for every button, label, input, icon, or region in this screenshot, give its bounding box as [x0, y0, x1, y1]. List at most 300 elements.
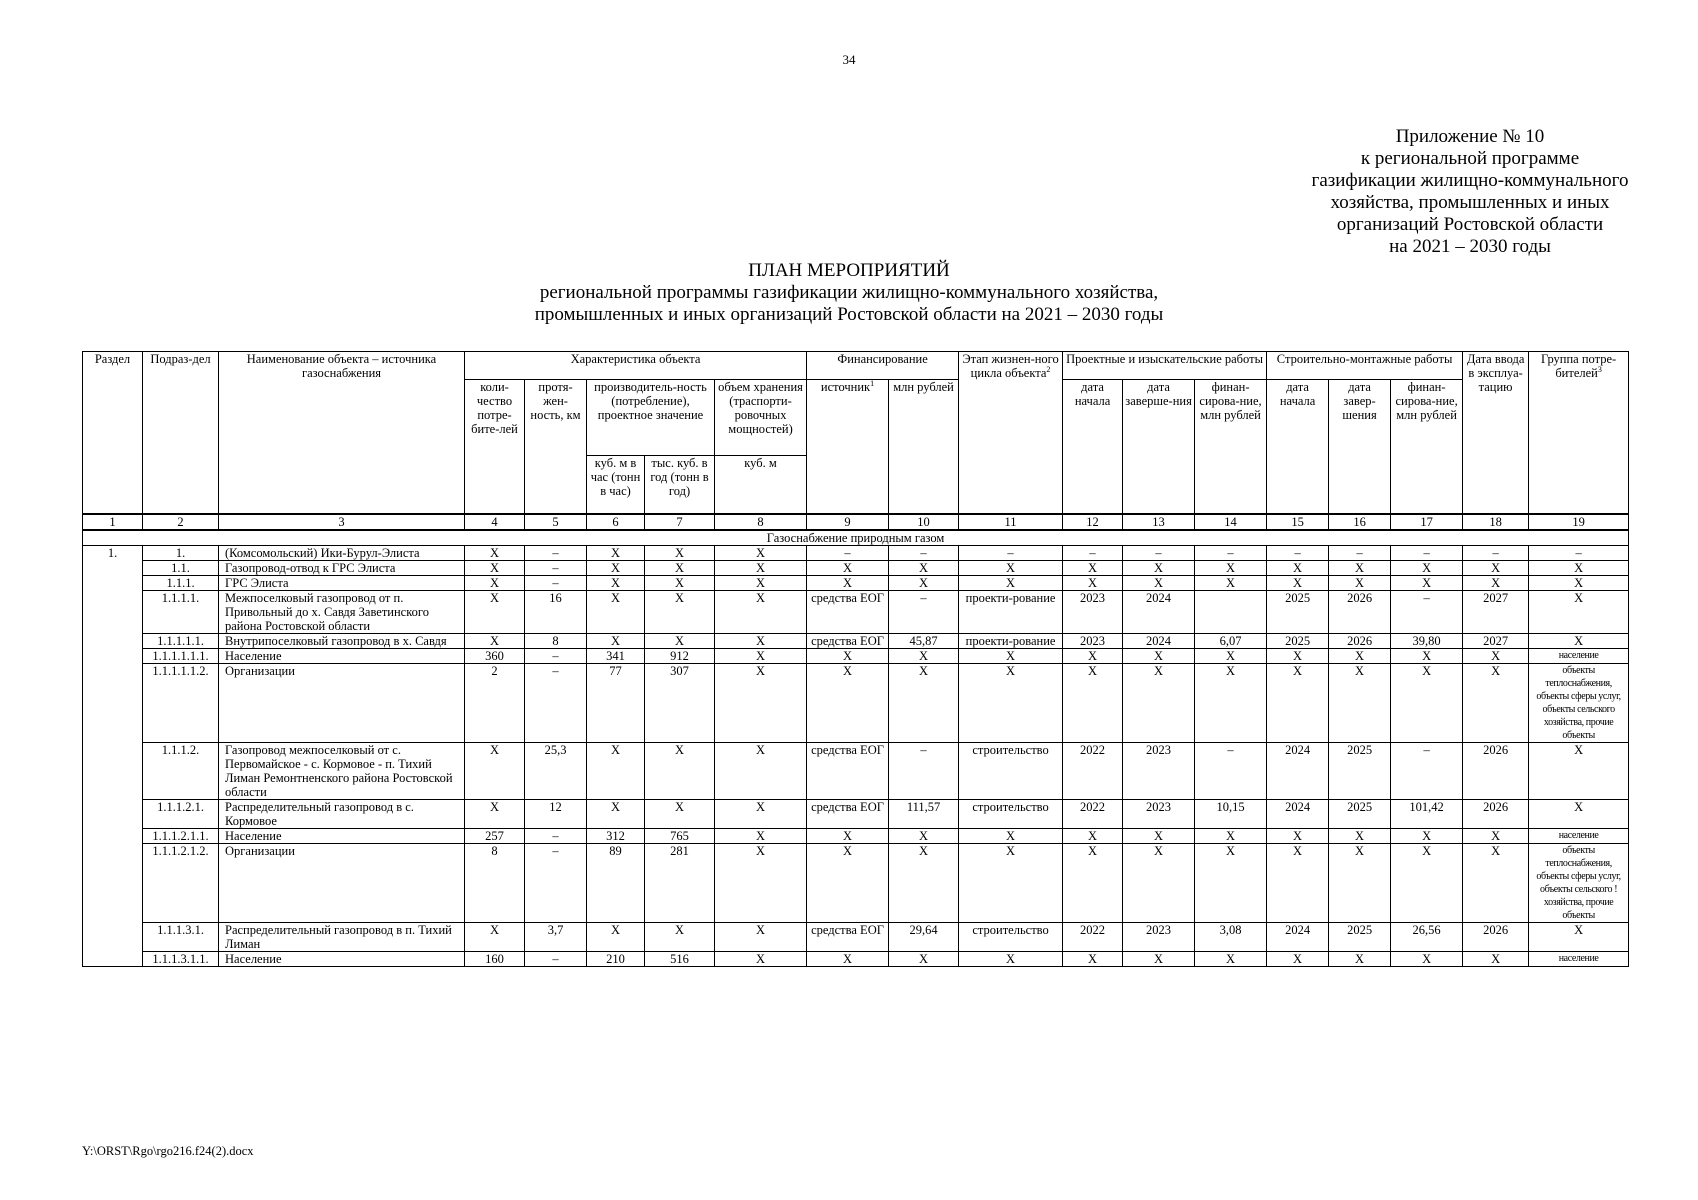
cell-value: 2023 [1063, 633, 1123, 648]
cell-value: 8 [465, 843, 525, 922]
cell-value: средства ЕОГ [807, 922, 889, 951]
cell-value: – [525, 951, 587, 966]
cell-value: 2024 [1123, 590, 1195, 633]
cell-code: 1.1.1.3.1.1. [143, 951, 219, 966]
header-etap-label: Этап жизнен-ного цикла объекта [962, 352, 1059, 380]
plan-title [0, 260, 1698, 326]
cell-code: 1.1.1.2.1.2. [143, 843, 219, 922]
cell-value: – [1529, 545, 1629, 560]
cell-value: X [1267, 951, 1329, 966]
cell-value: 2024 [1123, 633, 1195, 648]
header-proektnye: Проектные и изыскательские работы [1063, 352, 1267, 380]
cell-value: 16 [525, 590, 587, 633]
table-row [83, 575, 1629, 590]
cell-value: X [1267, 828, 1329, 843]
cell-value: 2022 [1063, 742, 1123, 799]
cell-value: 160 [465, 951, 525, 966]
cell-code: 1.1.1.1.1.1. [143, 648, 219, 663]
cell-value: X [645, 922, 715, 951]
header-data-zaversheniya-p: дата заверше-ния [1123, 380, 1195, 514]
appendix-line: хозяйства, промышленных и иных [1330, 192, 1610, 213]
cell-value: средства ЕОГ [807, 799, 889, 828]
cell-name: Газопровод межпоселковый от с. Первомайское - с. Кормовое - п. Тихий Лиман Ремонтненского района Ростовской области [219, 742, 465, 799]
plan-title-sub: региональной программы газификации жилищно-коммунального хозяйства, [539, 282, 1159, 303]
cell-value: X [1063, 663, 1123, 742]
cell-value: X [959, 648, 1063, 663]
cell-value: X [1195, 560, 1267, 575]
column-number: 3 [219, 514, 465, 530]
cell-value: X [1529, 560, 1629, 575]
page-number: 34 [842, 52, 856, 67]
cell-value: средства ЕОГ [807, 742, 889, 799]
cell-value: X [1391, 951, 1463, 966]
cell-value: X [1063, 828, 1123, 843]
header-razdel: Раздел [83, 352, 143, 514]
cell-value: X [1463, 648, 1529, 663]
header-istochnik [807, 380, 889, 514]
cell-value: X [1529, 742, 1629, 799]
table-row [83, 633, 1629, 648]
cell-value: – [525, 560, 587, 575]
cell-name: Внутрипоселковый газопровод в х. Савдя [219, 633, 465, 648]
cell-value: X [1123, 648, 1195, 663]
table-row [83, 742, 1629, 799]
header-istochnik-label: источник [820, 380, 871, 394]
cell-name: Организации [219, 843, 465, 922]
cell-value: X [715, 663, 807, 742]
cell-value: – [1063, 545, 1123, 560]
header-mln: млн рублей [889, 380, 959, 514]
header-stroitelnye: Строительно-монтажные работы [1267, 352, 1463, 380]
cell-value: X [1463, 843, 1529, 922]
table-header [83, 352, 1629, 530]
cell-value: X [1123, 951, 1195, 966]
header-name: Наименование объекта – источника газоснабжения [219, 352, 465, 514]
column-number: 15 [1267, 514, 1329, 530]
header-data-nachala-s: дата начала [1267, 380, 1329, 514]
cell-value: 2024 [1267, 922, 1329, 951]
cell-value: X [959, 575, 1063, 590]
header-data-zaversheniya-s: дата завер-шения [1329, 380, 1391, 514]
cell-code: 1.1.1.1. [143, 590, 219, 633]
cell-value: 341 [587, 648, 645, 663]
appendix-line: организаций Ростовской области [1336, 214, 1604, 235]
column-number: 9 [807, 514, 889, 530]
cell-value: 89 [587, 843, 645, 922]
cell-code: 1.1.1.3.1. [143, 922, 219, 951]
column-number: 6 [587, 514, 645, 530]
header-data-nachala-p: дата начала [1063, 380, 1123, 514]
cell-value: – [1267, 545, 1329, 560]
cell-value: X [1195, 575, 1267, 590]
cell-razdel: 1. [83, 545, 143, 966]
cell-value: X [645, 742, 715, 799]
cell-value: X [1123, 560, 1195, 575]
cell-code: 1. [143, 545, 219, 560]
cell-value: проекти-рование [959, 590, 1063, 633]
cell-value: X [645, 545, 715, 560]
cell-consumer-group: объекты теплоснабжения, объекты сферы услуг, объекты сельского !хозяйства, прочие объекты [1529, 843, 1629, 922]
cell-value: 2023 [1063, 590, 1123, 633]
cell-value: – [1463, 545, 1529, 560]
cell-value: X [1329, 843, 1391, 922]
cell-value: X [715, 828, 807, 843]
table-row [83, 922, 1629, 951]
cell-value: – [525, 663, 587, 742]
cell-value: X [1063, 843, 1123, 922]
cell-value: строительство [959, 799, 1063, 828]
cell-value: X [1123, 843, 1195, 922]
cell-value: 45,87 [889, 633, 959, 648]
column-number: 14 [1195, 514, 1267, 530]
cell-value: – [1195, 545, 1267, 560]
cell-value: X [1063, 648, 1123, 663]
cell-value: X [465, 799, 525, 828]
cell-value: X [465, 560, 525, 575]
cell-value: X [1329, 648, 1391, 663]
cell-value: – [1195, 742, 1267, 799]
column-number: 17 [1391, 514, 1463, 530]
footnote-mark: 2 [1046, 364, 1051, 374]
cell-value: X [807, 560, 889, 575]
cell-value: X [645, 590, 715, 633]
cell-value: X [1329, 828, 1391, 843]
column-number: 4 [465, 514, 525, 530]
cell-value: X [587, 633, 645, 648]
cell-value: X [1391, 575, 1463, 590]
cell-value: X [959, 951, 1063, 966]
header-podrazdel: Подраз-дел [143, 352, 219, 514]
cell-value: X [715, 560, 807, 575]
table-row [83, 560, 1629, 575]
cell-value: X [1391, 828, 1463, 843]
plan-title-main: ПЛАН МЕРОПРИЯТИЙ [748, 260, 950, 281]
cell-value: строительство [959, 922, 1063, 951]
cell-value: X [1123, 663, 1195, 742]
cell-value: X [889, 648, 959, 663]
cell-value: 2026 [1329, 633, 1391, 648]
header-finansirovanie-p: финан-сирова-ние, млн рублей [1195, 380, 1267, 514]
cell-value: X [1391, 560, 1463, 575]
cell-value: X [1195, 951, 1267, 966]
cell-value: X [645, 799, 715, 828]
cell-value: 257 [465, 828, 525, 843]
cell-value: 12 [525, 799, 587, 828]
cell-value: строительство [959, 742, 1063, 799]
cell-value: 516 [645, 951, 715, 966]
column-number: 2 [143, 514, 219, 530]
cell-value: X [587, 922, 645, 951]
cell-value: 765 [645, 828, 715, 843]
cell-value: 3,7 [525, 922, 587, 951]
column-number: 19 [1529, 514, 1629, 530]
cell-value: X [465, 590, 525, 633]
cell-value: X [587, 742, 645, 799]
cell-value: X [1267, 575, 1329, 590]
cell-value: 3,08 [1195, 922, 1267, 951]
cell-value: X [807, 828, 889, 843]
cell-name: (Комсомольский) Ики-Бурул-Элиста [219, 545, 465, 560]
cell-name: Организации [219, 663, 465, 742]
footnote-mark: 3 [1597, 364, 1602, 374]
cell-value: X [889, 951, 959, 966]
column-numbers-row [83, 514, 1629, 530]
cell-value: X [1195, 828, 1267, 843]
cell-value: X [1529, 799, 1629, 828]
cell-value: – [1329, 545, 1391, 560]
cell-value: – [525, 545, 587, 560]
cell-value: 2024 [1267, 799, 1329, 828]
appendix-line: на 2021 – 2030 годы [1389, 236, 1551, 257]
cell-value: 2022 [1063, 922, 1123, 951]
cell-value: X [715, 742, 807, 799]
cell-value: 2025 [1329, 922, 1391, 951]
column-number: 10 [889, 514, 959, 530]
cell-value: – [1391, 742, 1463, 799]
cell-value: – [889, 742, 959, 799]
cell-value: 2026 [1329, 590, 1391, 633]
cell-code: 1.1. [143, 560, 219, 575]
column-number: 11 [959, 514, 1063, 530]
cell-value: 2027 [1463, 633, 1529, 648]
cell-value: X [1267, 663, 1329, 742]
cell-value: X [1329, 560, 1391, 575]
header-kub-m: куб. м [715, 456, 807, 514]
table-row [83, 545, 1629, 560]
cell-value: – [889, 545, 959, 560]
cell-value: X [1329, 951, 1391, 966]
header-gruppa [1529, 352, 1629, 514]
cell-value: X [465, 633, 525, 648]
plan-table [82, 351, 1629, 967]
cell-value: – [807, 545, 889, 560]
cell-value: X [645, 633, 715, 648]
cell-value: X [959, 663, 1063, 742]
cell-value [1195, 590, 1267, 633]
cell-value: 2 [465, 663, 525, 742]
cell-value: X [807, 648, 889, 663]
cell-value: 912 [645, 648, 715, 663]
cell-value: X [465, 922, 525, 951]
footnote-mark: 1 [870, 379, 875, 388]
cell-value: 2023 [1123, 922, 1195, 951]
header-kolichestvo: коли-чество потре-бите-лей [465, 380, 525, 514]
appendix-block [1260, 126, 1680, 258]
header-harakteristika: Характеристика объекта [465, 352, 807, 380]
cell-value: 101,42 [1391, 799, 1463, 828]
cell-name: Газопровод-отвод к ГРС Элиста [219, 560, 465, 575]
cell-consumer-group: объекты теплоснабжения, объекты сферы услуг, объекты сельского хозяйства, прочие объекты [1529, 663, 1629, 742]
cell-value: X [715, 590, 807, 633]
header-data-vvoda: Дата ввода в эксплуа-тацию [1463, 352, 1529, 514]
table-row [83, 843, 1629, 922]
table-row [83, 663, 1629, 742]
column-number: 7 [645, 514, 715, 530]
cell-value: X [959, 828, 1063, 843]
cell-value: X [465, 742, 525, 799]
table-row [83, 951, 1629, 966]
cell-value: X [715, 799, 807, 828]
cell-value: X [889, 560, 959, 575]
appendix-line: Приложение № 10 [1395, 126, 1545, 147]
cell-value: 360 [465, 648, 525, 663]
cell-value: 111,57 [889, 799, 959, 828]
cell-name: ГРС Элиста [219, 575, 465, 590]
plan-title-sub: промышленных и иных организаций Ростовской области на 2021 – 2030 годы [534, 304, 1164, 325]
cell-value: 312 [587, 828, 645, 843]
cell-name: Население [219, 648, 465, 663]
table-row [83, 828, 1629, 843]
cell-value: X [1463, 560, 1529, 575]
column-number: 5 [525, 514, 587, 530]
cell-value: 2027 [1463, 590, 1529, 633]
cell-value: X [1529, 633, 1629, 648]
cell-value: X [1463, 663, 1529, 742]
cell-consumer-group: население [1529, 648, 1629, 663]
cell-value: X [1463, 951, 1529, 966]
cell-value: X [889, 828, 959, 843]
cell-value: X [1529, 575, 1629, 590]
cell-value: X [465, 545, 525, 560]
cell-value: X [1063, 560, 1123, 575]
table-body [83, 530, 1629, 967]
cell-value: 2023 [1123, 742, 1195, 799]
cell-value: 2022 [1063, 799, 1123, 828]
header-finansirovanie-s: финан-сирова-ние, млн рублей [1391, 380, 1463, 514]
cell-value: X [1391, 663, 1463, 742]
header-etap [959, 352, 1063, 514]
cell-code: 1.1.1.1.1. [143, 633, 219, 648]
cell-code: 1.1.1.2. [143, 742, 219, 799]
appendix-line: газификации жилищно-коммунального [1311, 170, 1629, 191]
cell-value: 8 [525, 633, 587, 648]
cell-value: 2025 [1267, 590, 1329, 633]
cell-value: 281 [645, 843, 715, 922]
cell-value: 2023 [1123, 799, 1195, 828]
cell-value: 6,07 [1195, 633, 1267, 648]
cell-value: 2025 [1329, 799, 1391, 828]
cell-consumer-group: население [1529, 828, 1629, 843]
footer-file-path: Y:\ORST\Rgo\rgo216.f24(2).docx [82, 1144, 254, 1158]
column-number: 8 [715, 514, 807, 530]
cell-value: X [1391, 843, 1463, 922]
table-row [83, 590, 1629, 633]
cell-value: X [959, 843, 1063, 922]
column-number: 16 [1329, 514, 1391, 530]
cell-value: X [1391, 648, 1463, 663]
header-finansirovanie: Финансирование [807, 352, 959, 380]
cell-value: – [959, 545, 1063, 560]
cell-value: средства ЕОГ [807, 633, 889, 648]
cell-value: проекти-рование [959, 633, 1063, 648]
header-kub-chas: куб. м в час (тонн в час) [587, 456, 645, 514]
cell-value: X [1063, 951, 1123, 966]
cell-value: X [1195, 663, 1267, 742]
appendix-line: к региональной программе [1360, 148, 1580, 169]
cell-name: Распределительный газопровод в п. Тихий Лиман [219, 922, 465, 951]
cell-value: X [1529, 590, 1629, 633]
cell-name: Население [219, 828, 465, 843]
cell-code: 1.1.1. [143, 575, 219, 590]
cell-value: X [807, 575, 889, 590]
cell-value: X [587, 575, 645, 590]
header-tys-kub-god: тыс. куб. в год (тонн в год) [645, 456, 715, 514]
cell-code: 1.1.1.2.1. [143, 799, 219, 828]
cell-value: X [1123, 828, 1195, 843]
cell-value: – [525, 648, 587, 663]
cell-value: X [1329, 575, 1391, 590]
column-number: 13 [1123, 514, 1195, 530]
cell-value: X [645, 575, 715, 590]
header-obem: объем хранения (траспорти-ровочных мощностей) [715, 380, 807, 456]
cell-value: X [959, 560, 1063, 575]
cell-value: X [1267, 648, 1329, 663]
cell-code: 1.1.1.2.1.1. [143, 828, 219, 843]
cell-value: X [645, 560, 715, 575]
cell-value: X [1063, 575, 1123, 590]
cell-value: 2026 [1463, 799, 1529, 828]
header-proizvoditelnost: производитель-ность (потребление), проектное значение [587, 380, 715, 456]
cell-value: X [1529, 922, 1629, 951]
cell-value: X [715, 922, 807, 951]
section-title: Газоснабжение природным газом [83, 530, 1629, 546]
cell-value: 210 [587, 951, 645, 966]
cell-value: 2026 [1463, 922, 1529, 951]
cell-value: X [1195, 843, 1267, 922]
cell-value: – [525, 828, 587, 843]
cell-value: 2024 [1267, 742, 1329, 799]
cell-value: 77 [587, 663, 645, 742]
cell-value: X [807, 843, 889, 922]
cell-value: X [715, 633, 807, 648]
column-number: 12 [1063, 514, 1123, 530]
column-number: 1 [83, 514, 143, 530]
cell-value: X [1195, 648, 1267, 663]
cell-value: X [715, 843, 807, 922]
cell-name: Распределительный газопровод в с. Кормовое [219, 799, 465, 828]
cell-code: 1.1.1.1.1.2. [143, 663, 219, 742]
cell-value: – [525, 575, 587, 590]
cell-value: X [889, 843, 959, 922]
header-protyazhennost: протя-жен-ность, км [525, 380, 587, 514]
cell-value: X [715, 648, 807, 663]
cell-value: X [807, 663, 889, 742]
cell-value: – [1123, 545, 1195, 560]
cell-value: X [715, 575, 807, 590]
cell-consumer-group: население [1529, 951, 1629, 966]
cell-value: X [1267, 560, 1329, 575]
cell-value: X [1123, 575, 1195, 590]
cell-value: X [587, 545, 645, 560]
cell-value: X [465, 575, 525, 590]
cell-value: 10,15 [1195, 799, 1267, 828]
cell-value: X [1463, 575, 1529, 590]
cell-value: X [1267, 843, 1329, 922]
cell-value: X [807, 951, 889, 966]
cell-value: 2025 [1329, 742, 1391, 799]
cell-value: 2025 [1267, 633, 1329, 648]
cell-value: 29,64 [889, 922, 959, 951]
cell-value: X [889, 575, 959, 590]
cell-value: X [587, 560, 645, 575]
cell-value: средства ЕОГ [807, 590, 889, 633]
cell-value: 307 [645, 663, 715, 742]
cell-value: X [587, 799, 645, 828]
cell-value: 2026 [1463, 742, 1529, 799]
section-title-row [83, 530, 1629, 546]
cell-value: X [715, 951, 807, 966]
cell-value: X [715, 545, 807, 560]
